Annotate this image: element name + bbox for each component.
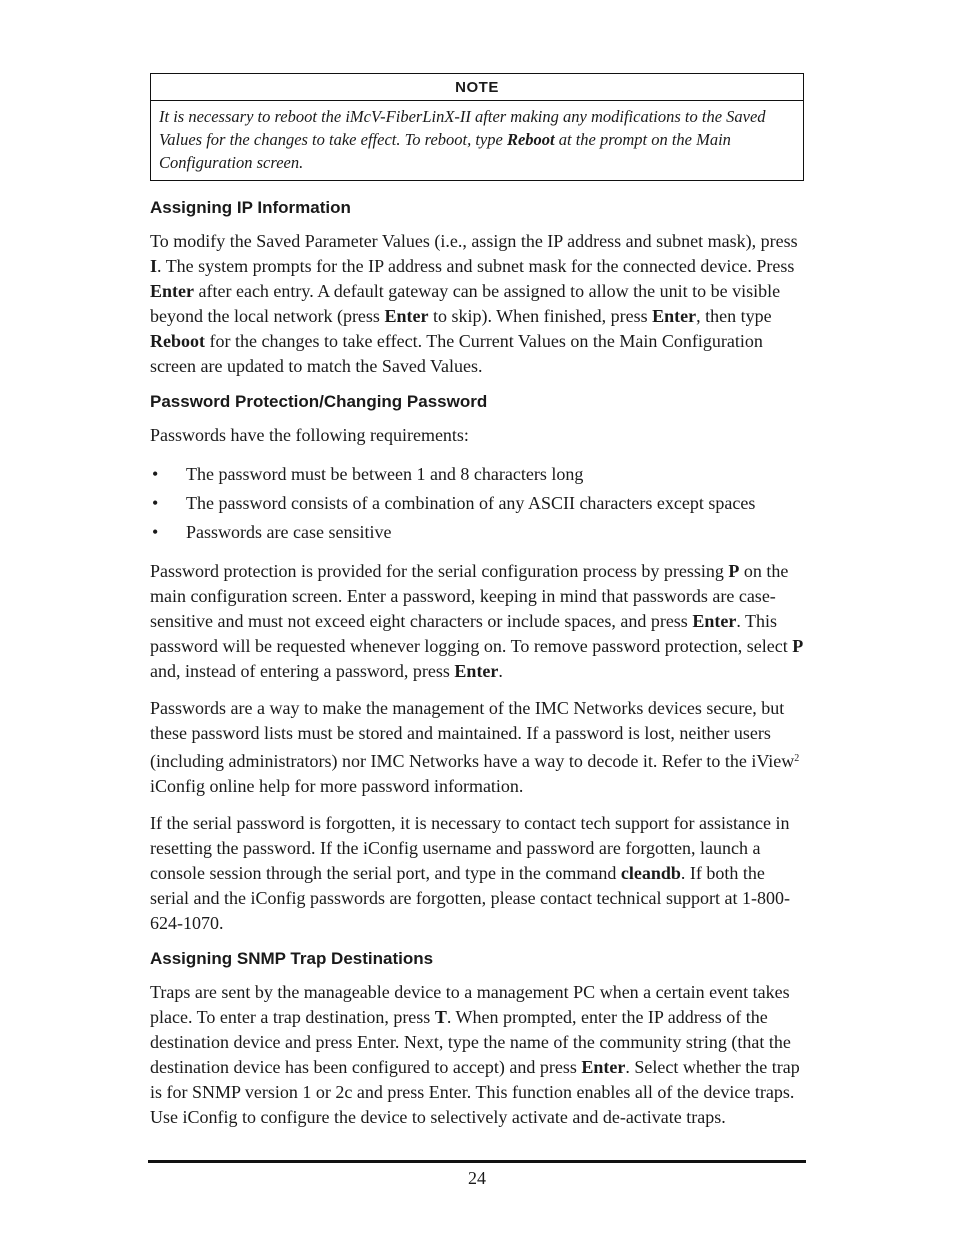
text: after each entry. A default gateway can be assigned to allow the unit to be visible beyond the local network (press xyxy=(150,281,781,326)
list-item-text: The password consists of a combination of any ASCII characters except spaces xyxy=(186,493,756,513)
text: and, instead of entering a password, press xyxy=(150,661,455,681)
footer-rule xyxy=(148,1160,806,1163)
list-item xyxy=(150,518,806,547)
list-item xyxy=(150,460,806,489)
bold-key: Enter xyxy=(454,661,499,681)
paragraph-ip xyxy=(150,229,806,379)
heading-password-protection: Password Protection/Changing Password xyxy=(150,392,488,411)
paragraph-password-intro: Passwords have the following requirements: xyxy=(150,425,469,445)
bullet-icon: • xyxy=(152,493,159,513)
superscript: 2 xyxy=(794,753,800,764)
bold-command: cleandb xyxy=(620,863,681,883)
note-box xyxy=(150,73,804,181)
text: . The system prompts for the IP address and subnet mask for the connected device. Press xyxy=(157,256,795,276)
text: If the serial password is forgotten, it is necessary to contact tech support for assistance in resetting the password. If the iConfig username and password are forgotten, launch a console session through the serial port, and type in the command xyxy=(150,813,790,883)
text: . This password will be requested whenever logging on. To remove password protection, select xyxy=(150,611,793,656)
text: To modify the Saved Parameter Values (i.e., assign the IP address and subnet mask), press xyxy=(150,231,798,251)
text: Passwords are a way to make the management of the IMC Networks devices secure, but these password lists must be stored and maintained. If a password is lost, neither users (including administrators) nor IMC Networks have a way to decode it. Refer to the iView xyxy=(150,698,795,771)
bold-key: Reboot xyxy=(150,331,205,351)
note-text: It is necessary to reboot the iMcV-FiberLinX-II after making any modifications to the Saved Values for the changes to take effect. To reboot, type xyxy=(159,107,766,149)
note-title: NOTE xyxy=(151,74,803,101)
bold-key: P xyxy=(728,561,740,581)
note-bold-reboot: Reboot xyxy=(506,130,555,149)
text: Password protection is provided for the serial configuration process by pressing xyxy=(150,561,729,581)
text: for the changes to take effect. The Current Values on the Main Configuration screen are updated to match the Saved Values. xyxy=(150,331,763,376)
page-number: 24 xyxy=(468,1168,486,1188)
list-item-text: The password must be between 1 and 8 characters long xyxy=(186,464,584,484)
bullet-icon: • xyxy=(152,522,159,542)
paragraph-password-forgotten xyxy=(150,811,806,936)
list-item-text: Passwords are case sensitive xyxy=(186,522,392,542)
bold-key: Enter xyxy=(581,1057,626,1077)
bold-key: Enter xyxy=(692,611,737,631)
text: Traps are sent by the manageable device to a management PC when a certain event takes place. To enter a trap destination, press xyxy=(150,982,790,1027)
text: on the main configuration screen. Enter a password, keeping in mind that passwords are case-sensitive and must not exceed eight characters or include spaces, and press xyxy=(150,561,789,631)
list-item xyxy=(150,489,806,518)
note-body xyxy=(151,101,803,180)
bold-key: Enter xyxy=(384,306,429,326)
page-content xyxy=(150,73,806,1142)
bold-key: T xyxy=(434,1007,447,1027)
paragraph-password-protection xyxy=(150,559,806,684)
bold-key: Enter xyxy=(652,306,697,326)
text: , then type xyxy=(696,306,772,326)
text: . Select whether the trap is for SNMP version 1 or 2c and press Enter. This function enables all of the device traps. Use iConfig to configure the device to selectively activate and de-activate traps. xyxy=(150,1057,800,1127)
heading-snmp-traps: Assigning SNMP Trap Destinations xyxy=(150,949,434,968)
heading-assigning-ip: Assigning IP Information xyxy=(150,198,351,217)
bold-key: P xyxy=(792,636,804,656)
note-text: at the prompt on the Main Configuration screen. xyxy=(159,130,731,172)
text: iConfig online help for more password information. xyxy=(150,776,524,796)
bold-key: I xyxy=(150,256,158,276)
bullet-icon: • xyxy=(152,464,159,484)
bold-key: Enter xyxy=(150,281,194,301)
text: to skip). When finished, press xyxy=(428,306,653,326)
paragraph-snmp xyxy=(150,980,806,1130)
text: . When prompted, enter the IP address of the destination device and press Enter. Next, type the name of the community string (that the destination device has been configured to accept) and press xyxy=(150,1007,791,1077)
password-requirements-list xyxy=(150,460,806,547)
paragraph-password-management xyxy=(150,696,806,799)
text: . If both the serial and the iConfig passwords are forgotten, please contact technical support at 1-800-624-1070. xyxy=(150,863,790,933)
text: . xyxy=(498,661,503,681)
